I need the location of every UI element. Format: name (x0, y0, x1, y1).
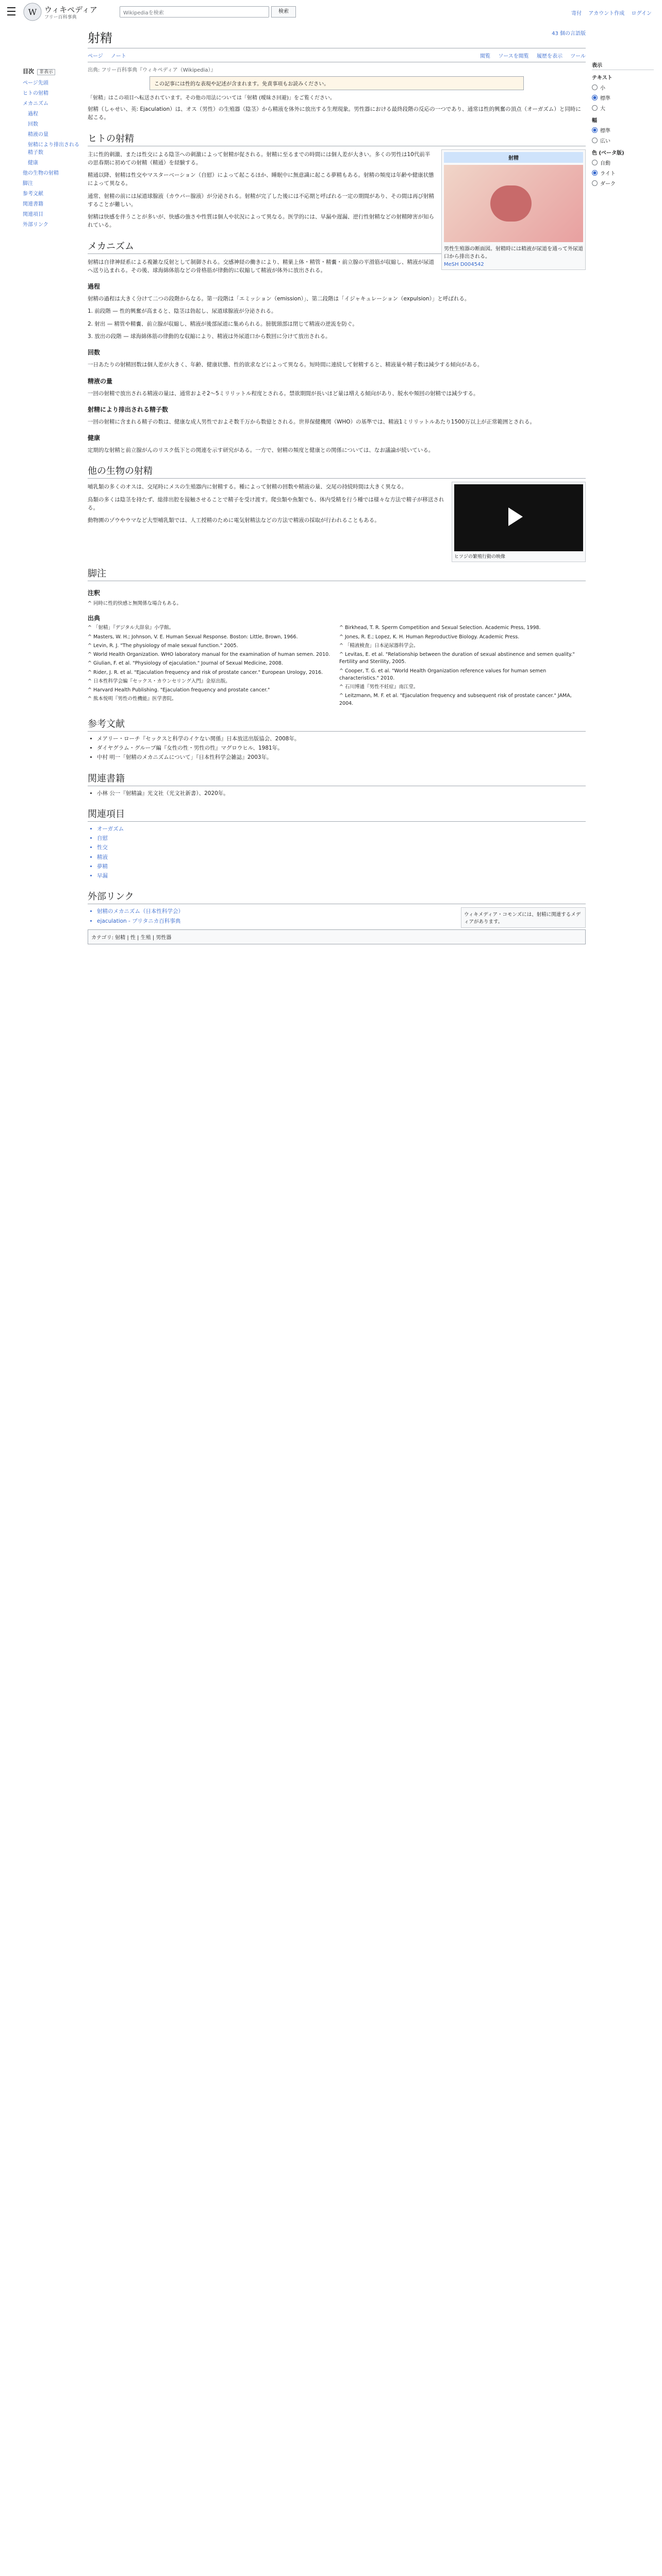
infobox-caption: 男性生殖器の断面図。射精時には精液が尿道を通って外尿道口から排出される。 (444, 246, 583, 260)
list-item: • 中村 明一「射精のメカニズムについて」『日本性科学会雑誌』2003年。 (97, 753, 586, 761)
tab-view-source[interactable]: ソースを閲覧 (498, 54, 529, 59)
color-dark-option[interactable]: ダーク (592, 179, 654, 187)
appearance-heading: 表示 (592, 61, 654, 70)
reference-item[interactable]: ^ Rider, J. R. et al. "Ejaculation frequency and risk of prostate cancer." European Urology, 2016. (88, 669, 323, 675)
section-heading-mechanism: メカニズム (88, 239, 586, 254)
text-size-large-option[interactable]: 大 (592, 104, 654, 112)
reference-item[interactable]: ^ 日本性科学会編『セックス・カウンセリング入門』金原出版。 (88, 678, 230, 684)
reference-item[interactable]: ^ Cooper, T. G. et al. "World Health Organization reference values for human semen characteristics." 2010. (339, 668, 547, 681)
paragraph: 射精は快感を伴うことが多いが、快感の強さや性質は個人や状況によって異なる。医学的には、早漏や遅漏、逆行性射精などの射精障害が知られている。 (88, 214, 434, 229)
section-heading-see-also: 関連項目 (88, 807, 586, 822)
paragraph: 一回の射精で放出される精液の量は、通常およそ2〜5ミリリットル程度とされる。禁欲期間が長いほど量は増える傾向があり、脱水や頻回の射精では減少する。 (88, 390, 479, 397)
see-also-link[interactable]: • 夢精 (97, 862, 586, 871)
process-step: 1. 前段階 — 性的興奮が高まると、陰茎は勃起し、尿道球腺液が分泌される。 (88, 308, 277, 315)
color-heading: 色 (ベータ版) (592, 150, 624, 156)
subsection-heading-references: 出典 (88, 615, 101, 622)
see-also-link[interactable]: • 早漏 (97, 872, 586, 880)
list-item: • 小林 公一『射精論』光文社（光文社新書）、2020年。 (97, 789, 586, 798)
tab-history[interactable]: 履歴を表示 (537, 54, 562, 59)
see-also-list (97, 825, 586, 880)
paragraph: 射精は自律神経系による複雑な反射として制御される。交感神経の働きにより、精巣上体・精管・精嚢・前立腺の平滑筋が収縮し、精液が尿道へ送り込まれる。その後、球海綿体筋などの骨格筋が律動的に収縮して精液が体外に放出される。 (88, 259, 434, 274)
see-also-link[interactable]: • 精液 (97, 853, 586, 861)
text-size-standard-option[interactable]: 標準 (592, 94, 654, 101)
toc-item[interactable]: ページ先頭 (23, 80, 48, 86)
search-input[interactable]: Wikipediaを検索 (120, 6, 269, 18)
toc-item[interactable]: 脚注 (23, 181, 33, 187)
content-notice: この記事には性的な表現や記述が含まれます。免責事項もお読みください。 (150, 76, 524, 90)
reference-item[interactable]: ^ Giulian, F. et al. "Physiology of ejaculation." Journal of Sexual Medicine, 2008. (88, 660, 283, 667)
wikipedia-logo-icon[interactable] (23, 2, 42, 22)
toc-item[interactable]: 参考文献 (23, 191, 43, 197)
bibliography-list (97, 735, 586, 762)
subsection-heading-process: 過程 (88, 283, 101, 291)
footnote: ^ 同時に性的快感と無関係な場合もある。 (88, 601, 181, 607)
section-heading-related-books: 関連書籍 (88, 771, 586, 786)
toc-item[interactable]: メカニズム (23, 101, 48, 107)
section-heading-human: ヒトの射精 (88, 131, 586, 146)
video-thumbnail[interactable] (452, 482, 586, 562)
page-tabs (88, 52, 586, 62)
infobox-meta: MeSH D004542 (444, 261, 484, 267)
paragraph: 通常、射精の前には尿道球腺液（カウパー腺液）が分泌される。射精が完了した後には不応期と呼ばれる一定の期間があり、その間は再び射精することが難しい。 (88, 193, 434, 208)
reference-item[interactable]: ^ 熊本悦明『男性の性機能』医学書院。 (88, 696, 177, 702)
external-link[interactable]: • 射精のメカニズム（日本性科学会） (97, 907, 586, 916)
reference-item[interactable]: ^ 「射精」『デジタル大辞泉』小学館。 (88, 625, 174, 631)
subsection-heading-volume: 精液の量 (88, 377, 113, 385)
reference-item[interactable]: ^ World Health Organization. WHO laboratory manual for the examination of human semen. 2010. (88, 652, 330, 658)
page-title: 射精 (88, 31, 112, 45)
toc-item[interactable]: 射精により排出される精子数 (28, 142, 79, 156)
paragraph: 鳥類の多くは陰茎を持たず、総排出腔を接触させることで精子を受け渡す。爬虫類や魚類でも、体内受精を行う種では様々な方法で精子が移送される。 (88, 496, 444, 511)
category-bar[interactable]: カテゴリ: 射精 | 性 | 生殖 | 男性器 (88, 929, 586, 944)
process-step: 2. 射出 — 精管や精嚢、前立腺が収縮し、精液が後部尿道に集められる。膀胱頸部は閉じて精液の逆流を防ぐ。 (88, 320, 358, 327)
subsection-heading-health: 健康 (88, 434, 101, 442)
see-also-link[interactable]: • 自慰 (97, 834, 586, 842)
commons-box[interactable]: ウィキメディア・コモンズには、射精に関連するメディアがあります。 (461, 907, 586, 928)
user-links (566, 9, 652, 16)
reference-item[interactable]: ^ Levitas, E. et al. "Relationship between the duration of sexual abstinence and semen quality." Fertility and Sterility, 2005. (339, 652, 575, 665)
logo-title[interactable]: ウィキペディア (44, 5, 97, 14)
logo-subtitle: フリー百科事典 (44, 15, 77, 20)
reference-item[interactable]: ^ Levin, R. J. "The physiology of male sexual function." 2005. (88, 642, 238, 649)
list-item: • ダイヤグラム・グループ編『女性の性・男性の性』マグロウヒル、1981年。 (97, 744, 586, 752)
section-heading-other: 他の生物の射精 (88, 464, 586, 479)
subsection-heading-count: 回数 (88, 349, 101, 357)
toc-item[interactable]: 関連書籍 (23, 201, 43, 207)
paragraph: 一日あたりの射精回数は個人差が大きく、年齢、健康状態、性的欲求などによって異なる。短時間に連続して射精すると、精液量や精子数は減少する傾向がある。 (88, 362, 483, 368)
reference-item[interactable]: ^ Harvard Health Publishing. "Ejaculation frequency and prostate cancer." (88, 687, 270, 693)
paragraph: 主に性的刺激、または性交による陰茎への刺激によって射精が促される。射精に至るまでの時間には個人差が大きい。多くの男性は10代前半の思春期に初めての射精（精通）を経験する。 (88, 151, 431, 166)
toc-item[interactable]: 精液の量 (28, 132, 48, 138)
toc-item[interactable]: ヒトの射精 (23, 91, 48, 96)
anatomy-diagram[interactable] (444, 165, 583, 242)
toc-item[interactable]: 健康 (28, 160, 38, 166)
reference-item[interactable]: ^ 石川博通『男性不妊症』南江堂。 (339, 684, 419, 690)
create-account-link[interactable]: アカウント作成 (588, 11, 625, 16)
svg-text:W: W (28, 7, 37, 17)
language-button[interactable]: 43 個の言語版 (552, 31, 586, 37)
intro-paragraph: 射精（しゃせい、英: Ejaculation）は、オス（男性）の生殖器（陰茎）から精液を体外に放出する生理現象。男性器における最終段階の反応の一つであり、通常は性的興奮の頂点（オーガズム）と同時に起こる。 (88, 106, 581, 121)
width-standard-option[interactable]: 標準 (592, 126, 654, 134)
subsection-heading-sperm: 射精により排出される精子数 (88, 405, 169, 413)
reference-item[interactable]: ^ Leitzmann, M. F. et al. "Ejaculation frequency and subsequent risk of prostate cancer." JAMA, 2004. (339, 693, 572, 706)
related-books-list (97, 789, 586, 798)
infobox-title: 射精 (444, 152, 583, 163)
article-content (88, 28, 586, 944)
section-heading-notes: 脚注 (88, 566, 586, 581)
paragraph: 定期的な射精と前立腺がんのリスク低下との関連を示す研究がある。一方で、射精の頻度と健康との関係については、なお議論が続いている。 (88, 447, 434, 454)
see-also-link[interactable]: • オーガズム (97, 825, 586, 833)
toc-item[interactable]: 他の生物の射精 (23, 171, 59, 176)
paragraph: 射精の過程は大きく分けて二つの段階からなる。第一段階は「エミッション（emission）」、第二段階は「イジャキュレーション（expulsion）」と呼ばれる。 (88, 296, 470, 302)
infobox (441, 149, 586, 270)
section-heading-external: 外部リンク (88, 889, 586, 904)
paragraph: 哺乳類の多くのオスは、交尾時にメスの生殖器内に射精する。種によって射精の回数や精液の量、交尾の持続時間は大きく異なる。 (88, 484, 407, 490)
width-wide-option[interactable]: 広い (592, 137, 654, 144)
table-of-contents (23, 67, 79, 230)
text-size-small-option[interactable]: 小 (592, 83, 654, 91)
toc-item[interactable]: 関連項目 (23, 212, 43, 217)
toc-hide-button[interactable]: 非表示 (37, 69, 55, 75)
site-sub: 出典: フリー百科事典『ウィキペディア（Wikipedia）』 (88, 67, 216, 73)
subsection-heading-note: 注釈 (88, 589, 101, 597)
color-auto-option[interactable]: 自動 (592, 159, 654, 166)
play-icon[interactable] (508, 507, 523, 526)
section-heading-bibliography: 参考文献 (88, 717, 586, 732)
paragraph: 精通以降、射精は性交やマスターベーション（自慰）によって起こるほか、睡眠中に無意識に起こる夢精もある。射精の頻度は年齢や健康状態によって異なる。 (88, 172, 434, 187)
reference-item[interactable]: ^ 「精液検査」日本泌尿器科学会。 (339, 642, 419, 649)
tab-read[interactable]: 閲覧 (480, 54, 491, 59)
hatnote: 「射精」はこの項目へ転送されています。その他の用法については「射精 (曖昧さ回避)」をご覧ください。 (88, 95, 335, 101)
process-step: 3. 放出の段階 — 球海綿体筋の律動的な収縮により、精液は外尿道口から数回に分けて放出される。 (88, 333, 331, 340)
see-also-link[interactable]: • 性交 (97, 843, 586, 852)
toc-heading: 目次 非表示 (23, 67, 79, 75)
tab-tools[interactable]: ツール (570, 54, 586, 59)
text-size-heading: テキスト (592, 75, 613, 81)
paragraph: 一回の射精に含まれる精子の数は、健康な成人男性でおよそ数千万から数億とされる。世界保健機関（WHO）の基準では、精液1ミリリットルあたり1500万以上が正常範囲とされる。 (88, 418, 536, 425)
video-caption: ヒツジの繁殖行動の映像 (454, 554, 506, 560)
reference-list (88, 624, 586, 707)
toc-item[interactable]: 過程 (28, 111, 38, 117)
appearance-panel (592, 57, 654, 190)
header (0, 0, 662, 24)
list-item: • メアリー・ローチ『セックスと科学のイケない関係』日本放送出版協会、2008年。 (97, 735, 586, 743)
donate-link[interactable]: 寄付 (571, 11, 582, 16)
reference-item[interactable]: ^ Masters, W. H.; Johnson, V. E. Human Sexual Response. Boston: Little, Brown, 1966. (88, 634, 298, 640)
reference-item[interactable]: ^ Birkhead, T. R. Sperm Competition and Sexual Selection. Academic Press, 1998. (339, 625, 541, 631)
toc-item[interactable]: 外部リンク (23, 222, 48, 228)
login-link[interactable]: ログイン (631, 11, 652, 16)
main-menu-icon[interactable] (7, 7, 15, 15)
paragraph: 動物園のゾウやウマなど大型哺乳類では、人工授精のために電気射精法などの方法で精液の採取が行われることもある。 (88, 517, 380, 524)
width-heading: 幅 (592, 118, 597, 124)
tab-talk[interactable]: ノート (111, 54, 126, 59)
external-link[interactable]: • ejaculation - ブリタニカ百科事典 (97, 917, 586, 925)
reference-item[interactable]: ^ Jones, R. E.; Lopez, K. H. Human Reproductive Biology. Academic Press. (339, 634, 520, 640)
color-light-option[interactable]: ライト (592, 169, 654, 177)
toc-item[interactable]: 回数 (28, 122, 38, 127)
search-button[interactable]: 検索 (271, 6, 296, 18)
tab-page[interactable]: ページ (88, 54, 103, 59)
